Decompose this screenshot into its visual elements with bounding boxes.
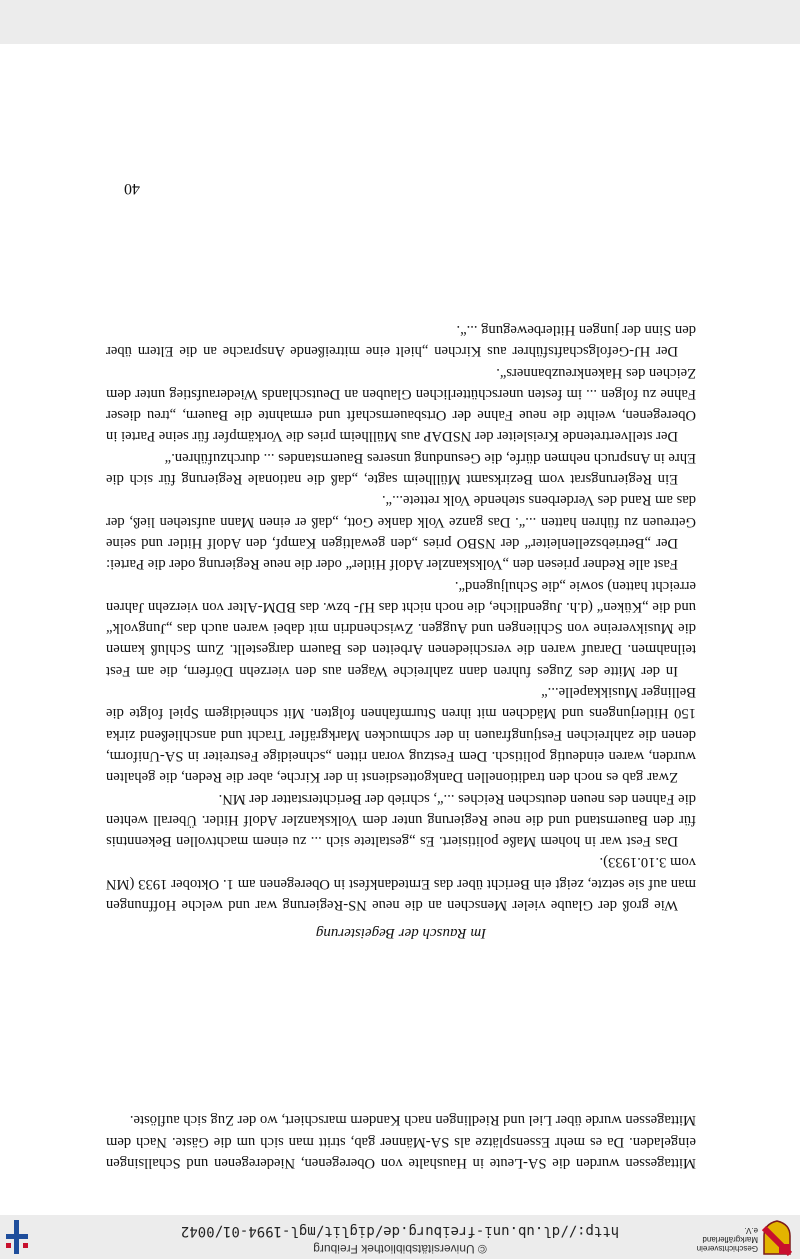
paragraph: Das Fest war in hohem Maße politisiert. Es „gestaltete sich ... zu einem machtvollen Bekenntnis für den Bauernstand und die neue Regierung unter dem Volkskanzler Adolf Hitler. Überall wehten die Fahnen des neuen deutschen Reiches ...“, schrieb der Berichterstatter der MN. xyxy=(106,790,696,850)
footer-bar xyxy=(0,0,800,44)
ub-freiburg-logo-icon xyxy=(4,1218,30,1256)
library-credit: © Universitätsbibliothek Freiburg xyxy=(313,1242,487,1256)
paragraph: Fast alle Redner priesen den „Volkskanzler Adolf Hitler“ oder die neue Regierung oder die Partei: xyxy=(106,556,678,573)
org-line-1: Geschichtsverein xyxy=(696,1244,758,1253)
paragraph: Der stellvertretende Kreisleiter der NSDAP aus Müllheim pries die Vorkämpfer für seine Partei in Oberegenen, weihte die neue Fahne der Ortsbauernschaft und ermahnte die Bauern, „treu dieser Fahne zu folgen ... im festen unerschütterlichen Glauben an Deutschlands Wiederaufstieg unter dem Zeichen des Hakenkreuzbanners“. xyxy=(106,364,696,445)
intro-text: Mittagessen wurden die SA-Leute in Haushalte von Oberegenen, Niederegenen und Schallsingen eingeladen. Da es mehr Essensplätze als SA-Männer gab, stritt man sich um die Gäste. Nach dem Mittagessen wurde über Liel und Riedlingen nach Kandern marschiert, wo der Zug sich auflöste. xyxy=(106,1112,696,1171)
paragraph: Zwar gab es noch den traditionellen Dankgottesdienst in der Kirche, aber die Reden, die gehalten wurden, waren eindeutig politisch. Dem Festzug voran ritten „schneidige Festreiter in SA-Uniform, denen die zahlreichen Festjungfrauen in der schmucken Markgräfler Tracht und anschließend zirka 150 Hitlerjungens und Mädchen mit ihren Sturmfahnen folgten. Mit schneidigem Spiel folgte die Bellinger Musikkapelle...“ xyxy=(106,684,696,786)
paragraph: Der „Betriebszellenleiter“ der NSBO pries „den gewaltigen Kampf, den Adolf Hitler und seine Getreuen zu führen hatten ...“. Das ganze Volk danke Gott, „daß er einen Mann aufstehen ließ, der das am Rand des Verderbens stehende Volk rettete...“. xyxy=(106,492,696,551)
paragraph: Wie groß der Glaube vieler Menschen an die neue NS-Regierung war und welche Hoffnungen man auf sie setzte, zeigt ein Bericht über das Erntedankfest in Oberegenen am 1. Oktober 1933 (MN vom 3.10.1933). xyxy=(106,854,696,913)
page-number: 40 xyxy=(124,180,140,197)
paragraph: Ein Regierungsrat vom Bezirksamt Müllheim sagte, „daß die nationale Regierung für sich die Ehre in Anspruch nehmen dürfe, die Gesundung unseres Bauernstandes ... durchzuführen.“ xyxy=(106,449,696,488)
source-url[interactable]: http://dl.ub.uni-freiburg.de/diglit/mgl-1994-01/0042 xyxy=(180,1223,620,1239)
paragraph: In der Mitte des Zuges fuhren dann zahlreiche Wagen aus den vierzehn Dörfern, die am Fest teilnahmen. Darauf waren die verschiedenen Arbeiten des Bauern dargestellt. Zum Schluß kamen die Musikvereine von Schliengen und Auggen. Zwischendrin mit dabei waren auch das „Jungvolk“ und die „Küken“ (d.h. Jugendliche, die noch nicht das HJ- bzw. das BDM-Alter von vierzehn Jahren erreicht hatten) sowie „die Schuljugend“. xyxy=(106,577,696,679)
section-heading: Im Rausch der Begeisterung xyxy=(315,925,487,941)
intro-paragraph xyxy=(106,1109,696,1173)
main-text xyxy=(106,319,696,915)
paragraph: Der HJ-Gefolgschaftsführer aus Kirchen „hielt eine mitreißende Ansprache an die Eltern über den Sinn der jungen Hitlerbewegung ...“. xyxy=(106,321,696,360)
org-line-2: Markgräflerland e.V. xyxy=(702,1226,758,1244)
header-bar xyxy=(0,1215,800,1259)
